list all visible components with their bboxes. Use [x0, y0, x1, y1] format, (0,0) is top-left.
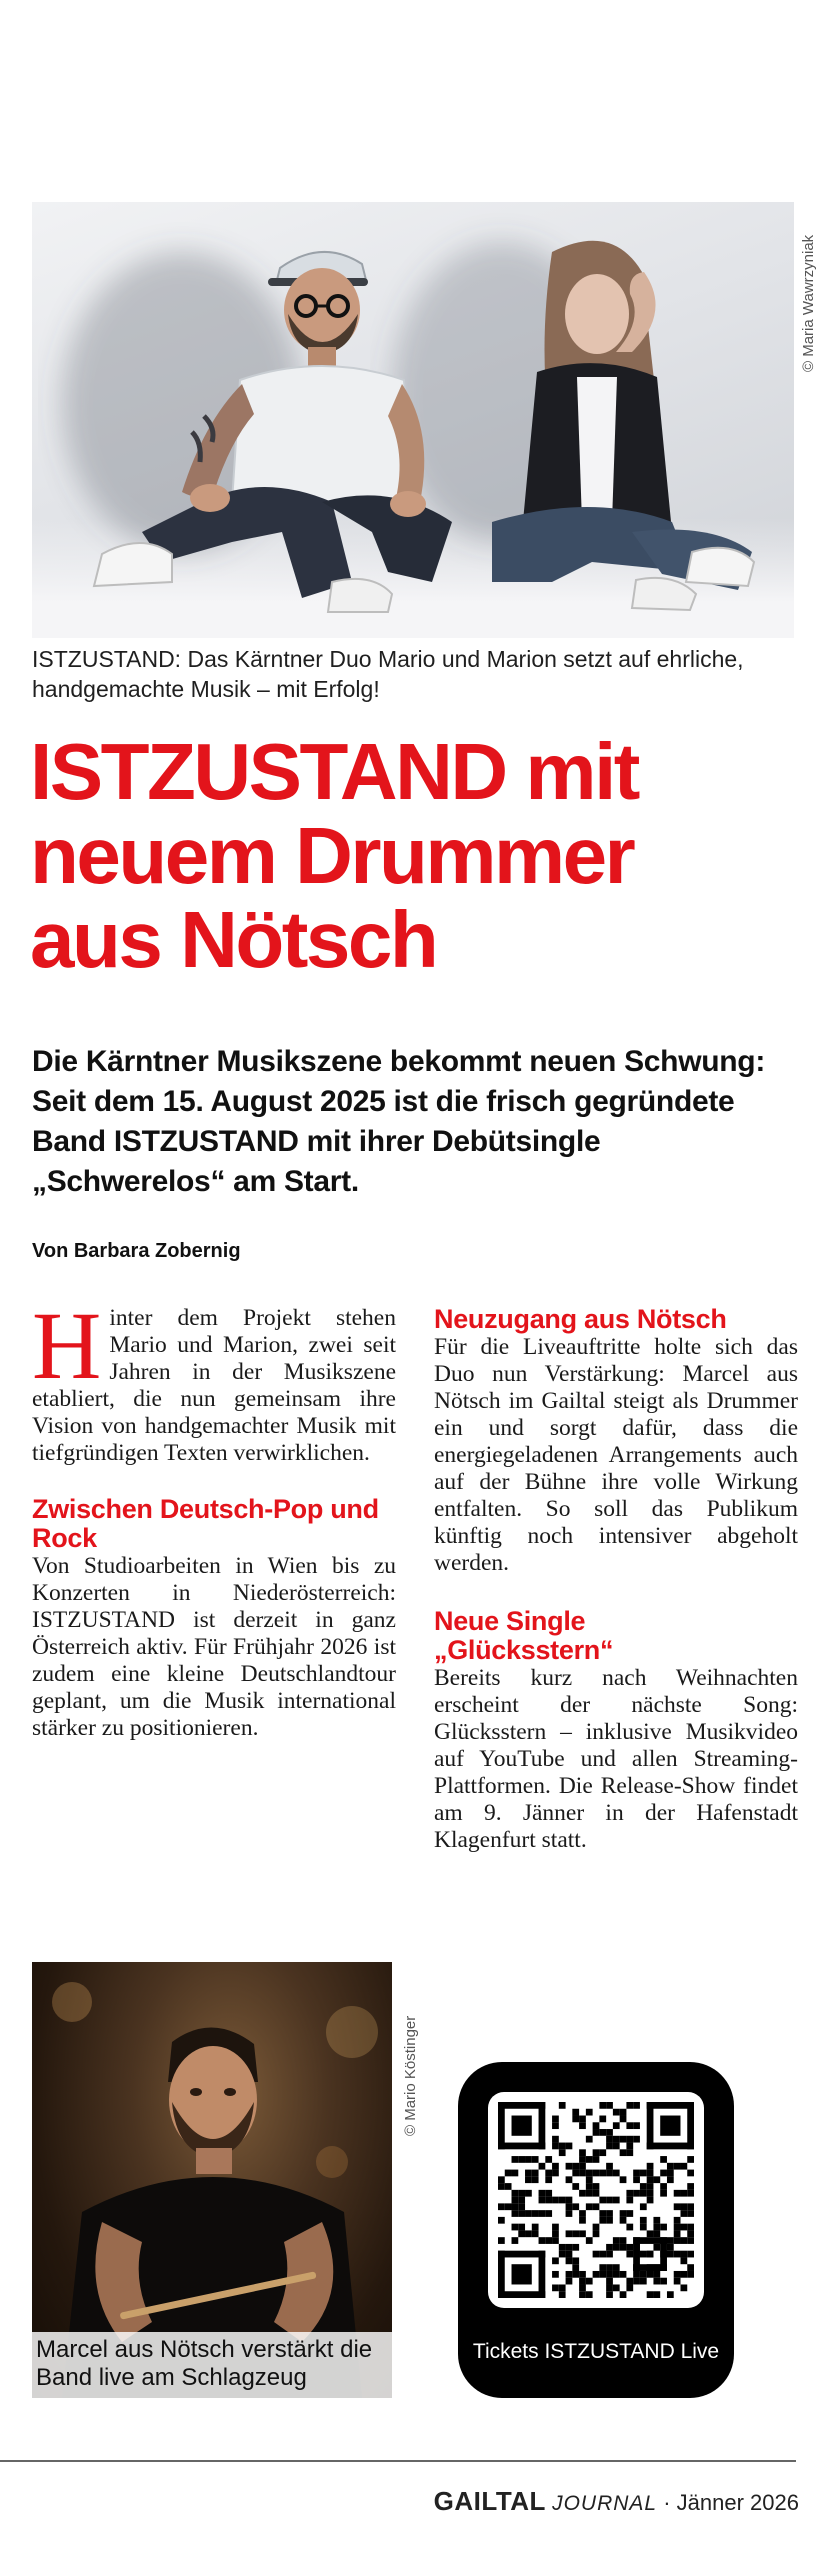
qr-label: Tickets ISTZUSTAND Live — [472, 2340, 720, 2363]
footer-rule — [0, 2460, 796, 2462]
intro-paragraph — [32, 1292, 396, 1467]
headline-line-2: neuem Drummer — [30, 811, 634, 900]
neuzugang-paragraph: Für die Liveauftritte holte sich das Duo nun Verstärkung: Marcel aus Nötsch im Gailtal steigt als Drummer ein und sorgt dafür, dass die energiegeladenen Arrangements auch auf der Bühne ihre volle Wirkung entfalten. So soll das Publikum künftig noch intensiver abgeholt werden. — [434, 1334, 798, 1576]
right-column — [434, 1305, 798, 1854]
hero-photo — [32, 202, 794, 638]
intro-text: inter dem Projekt stehen Mario und Marion, zwei seit Jahren in der Musikszene etabliert, die nun gemeinsam ihre Vision von handgemachter Musik mit tiefgründigen Texten verwirklichen. — [32, 1305, 396, 1466]
deutsch-pop-paragraph: Von Studioarbeiten in Wien bis zu Konzerten in Niederösterreich: ISTZUSTAND ist derzeit in ganz Österreich aktiv. Für Frühjahr 2026 ist zudem eine kleine Deutschlandtour geplant, um die Musik international stärker zu positionieren. — [32, 1553, 396, 1741]
byline: Von Barbara Zobernig — [32, 1240, 241, 1262]
qr-code-icon[interactable] — [498, 2102, 694, 2298]
hero-duo-illustration — [32, 202, 794, 638]
left-column — [32, 1292, 396, 1742]
hero-photo-credit: © Maria Wawrzyniak — [800, 234, 817, 372]
subhead-neue-single-line-2: „Glücksstern“ — [434, 1635, 614, 1665]
footer-issue: Jänner 2026 — [676, 2490, 799, 2515]
headline-line-1: ISTZUSTAND mit — [30, 727, 638, 816]
qr-code-frame — [488, 2092, 704, 2308]
neue-single-paragraph: Bereits kurz nach Weihnachten erscheint der nächste Song: Glücksstern – inklusive Musikvideo auf YouTube und allen Streaming-Plattformen. Die Release-Show findet am 9. Jänner in der Hafenstadt Klagenfurt statt. — [434, 1665, 798, 1853]
hero-caption: ISTZUSTAND: Das Kärntner Duo Mario und Marion setzt auf ehrliche, handgemachte Musik – mit Erfolg! — [32, 646, 744, 702]
footer-separator: · — [663, 2490, 671, 2515]
footer-brand-journal: JOURNAL — [552, 2492, 658, 2515]
drop-cap: H — [32, 1292, 102, 1399]
subhead-neue-single-line-1: Neue Single — [434, 1606, 586, 1636]
drummer-caption: Marcel aus Nötsch verstärkt die Band live am Schlagzeug — [32, 2332, 392, 2398]
headline-line-3: aus Nötsch — [30, 895, 437, 984]
subhead-neue-single — [434, 1607, 798, 1665]
footer-brand-bold: GAILTAL — [433, 2486, 546, 2516]
subhead-deutsch-pop: Zwischen Deutsch-Pop und Rock — [32, 1494, 379, 1553]
subhead-neuzugang: Neuzugang aus Nötsch — [434, 1304, 727, 1334]
drummer-photo — [32, 1962, 392, 2398]
ticket-qr-card[interactable] — [458, 2062, 734, 2398]
lead-paragraph: Die Kärntner Musikszene bekommt neuen Schwung: Seit dem 15. August 2025 ist die frisch gegründete Band ISTZUSTAND mit ihrer Debütsingle „Schwerelos“ am Start. — [32, 1045, 766, 1198]
drummer-photo-credit: © Mario Köstinger — [402, 2015, 419, 2136]
headline — [30, 727, 800, 984]
footer-publication — [434, 2486, 799, 2517]
